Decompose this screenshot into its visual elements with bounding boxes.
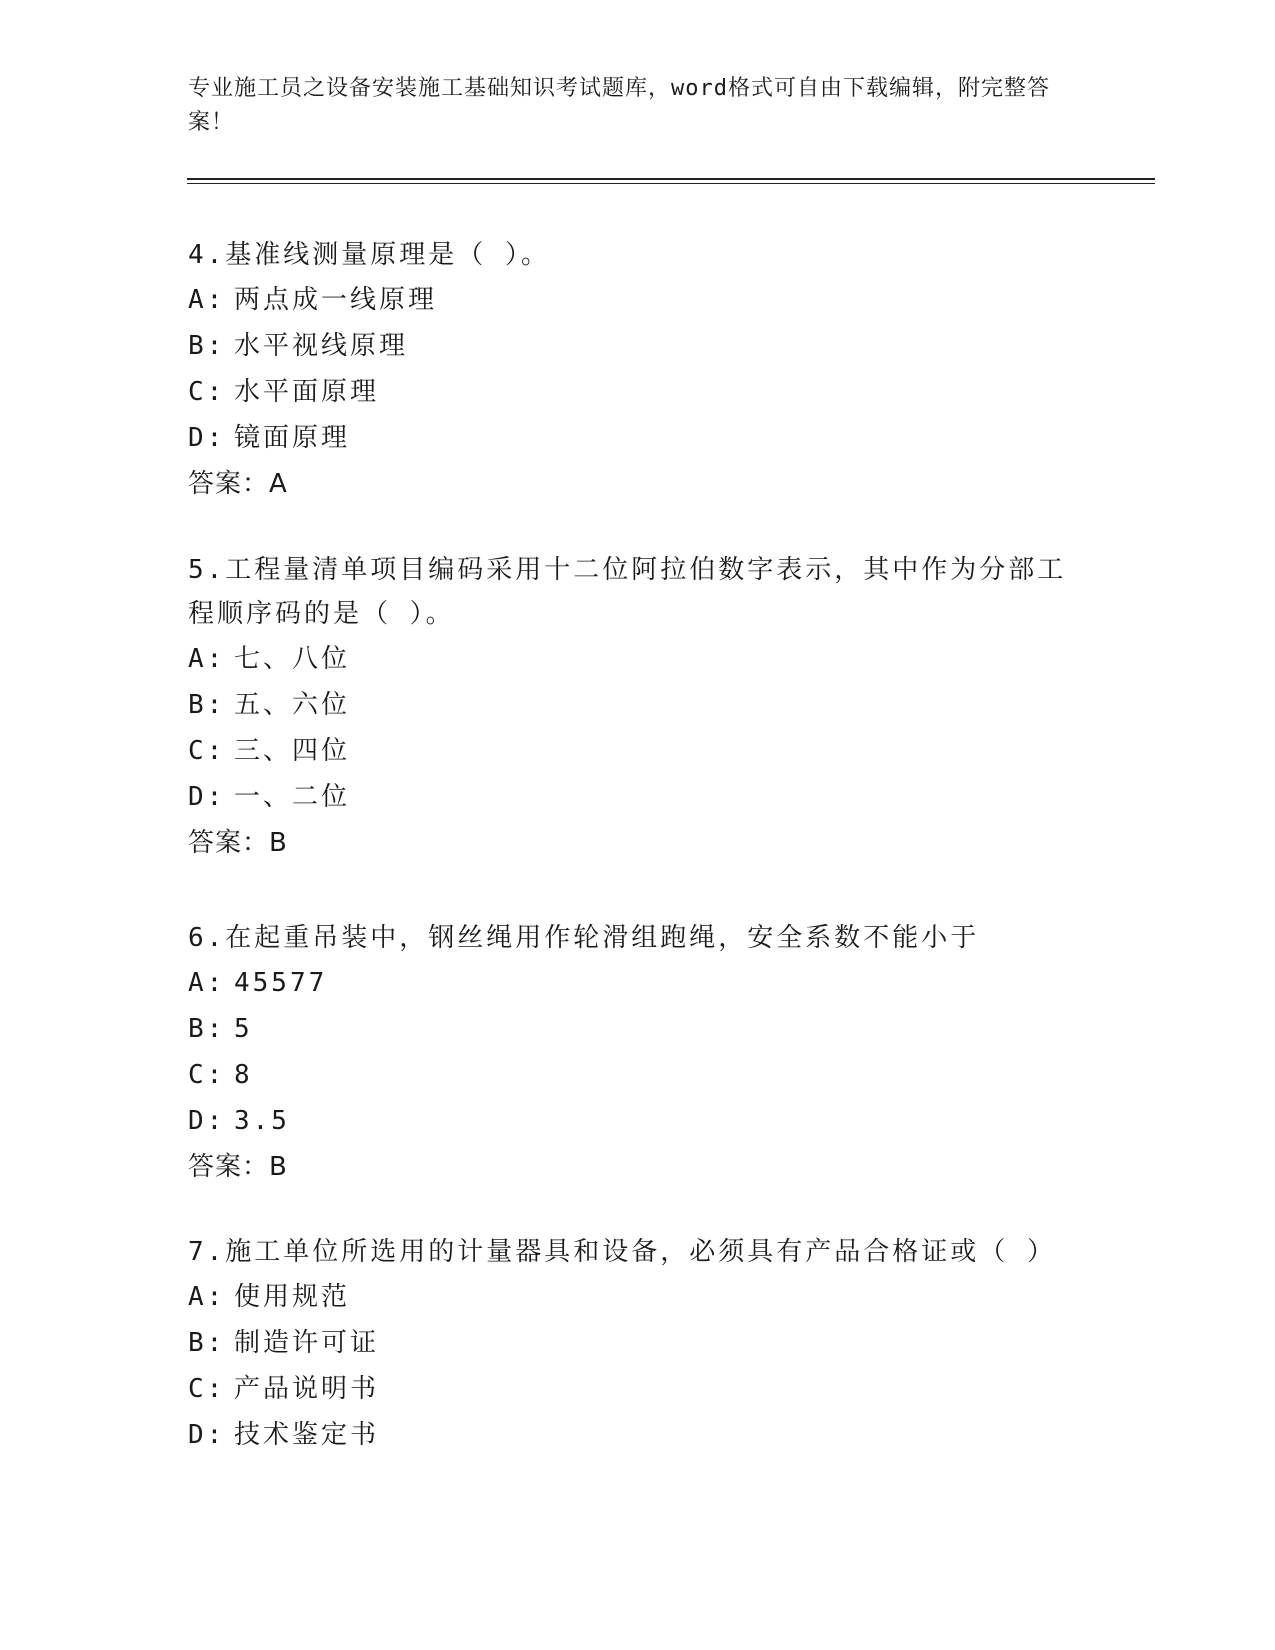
option-letter: C: — [188, 1374, 226, 1404]
option-text: 三、四位 — [234, 736, 351, 766]
option-letter: B: — [188, 690, 226, 720]
answer-line: 答案：A — [188, 469, 288, 499]
option-a — [188, 277, 1068, 323]
option-b — [188, 1320, 1068, 1366]
question-text: 4.基准线测量原理是（ ）。 — [188, 240, 550, 270]
option-c — [188, 1052, 1068, 1098]
question-7 — [188, 1230, 1068, 1458]
option-letter: A: — [188, 1282, 226, 1312]
document-header: 专业施工员之设备安装施工基础知识考试题库，word格式可自由下载编辑，附完整答案！ — [188, 76, 1050, 135]
option-a — [188, 1274, 1068, 1320]
option-text: 产品说明书 — [234, 1374, 380, 1404]
option-text: 技术鉴定书 — [234, 1420, 380, 1450]
question-text: 5.工程量清单项目编码采用十二位阿拉伯数字表示，其中作为分部工程顺序码的是（ ）。 — [188, 555, 1067, 629]
question-text: 7.施工单位所选用的计量器具和设备，必须具有产品合格证或（ ） — [188, 1237, 1056, 1267]
option-text: 水平视线原理 — [234, 331, 409, 361]
option-letter: D: — [188, 782, 226, 812]
header-rule-thick — [187, 178, 1155, 180]
answer-line: 答案：B — [188, 828, 288, 858]
question-5 — [188, 548, 1068, 866]
question-4 — [188, 233, 1068, 507]
option-letter: B: — [188, 1328, 226, 1358]
option-text: 45577 — [234, 968, 328, 998]
option-text: 使用规范 — [234, 1282, 351, 1312]
option-letter: D: — [188, 1106, 226, 1136]
option-text: 8 — [234, 1060, 253, 1090]
option-letter: C: — [188, 1060, 226, 1090]
header-rule-thin — [187, 183, 1155, 184]
option-d — [188, 1098, 1068, 1144]
option-text: 3.5 — [234, 1106, 290, 1136]
option-letter: C: — [188, 377, 226, 407]
question-6 — [188, 916, 1068, 1190]
option-letter: D: — [188, 1420, 226, 1450]
option-d — [188, 415, 1068, 461]
option-text: 镜面原理 — [234, 423, 351, 453]
option-text: 七、八位 — [234, 644, 351, 674]
option-text: 5 — [234, 1014, 253, 1044]
option-a — [188, 636, 1068, 682]
option-letter: B: — [188, 331, 226, 361]
option-text: 水平面原理 — [234, 377, 380, 407]
option-c — [188, 1366, 1068, 1412]
option-letter: D: — [188, 423, 226, 453]
option-d — [188, 1412, 1068, 1458]
option-b — [188, 682, 1068, 728]
answer-line: 答案：B — [188, 1152, 288, 1182]
option-letter: A: — [188, 285, 226, 315]
option-text: 制造许可证 — [234, 1328, 380, 1358]
option-c — [188, 728, 1068, 774]
option-letter: B: — [188, 1014, 226, 1044]
question-text: 6.在起重吊装中，钢丝绳用作轮滑组跑绳，安全系数不能小于 — [188, 923, 980, 953]
option-letter: C: — [188, 736, 226, 766]
option-text: 两点成一线原理 — [234, 285, 438, 315]
option-text: 一、二位 — [234, 782, 351, 812]
option-letter: A: — [188, 968, 226, 998]
option-a — [188, 960, 1068, 1006]
option-text: 五、六位 — [234, 690, 351, 720]
option-letter: A: — [188, 644, 226, 674]
option-d — [188, 774, 1068, 820]
option-b — [188, 323, 1068, 369]
option-c — [188, 369, 1068, 415]
option-b — [188, 1006, 1068, 1052]
